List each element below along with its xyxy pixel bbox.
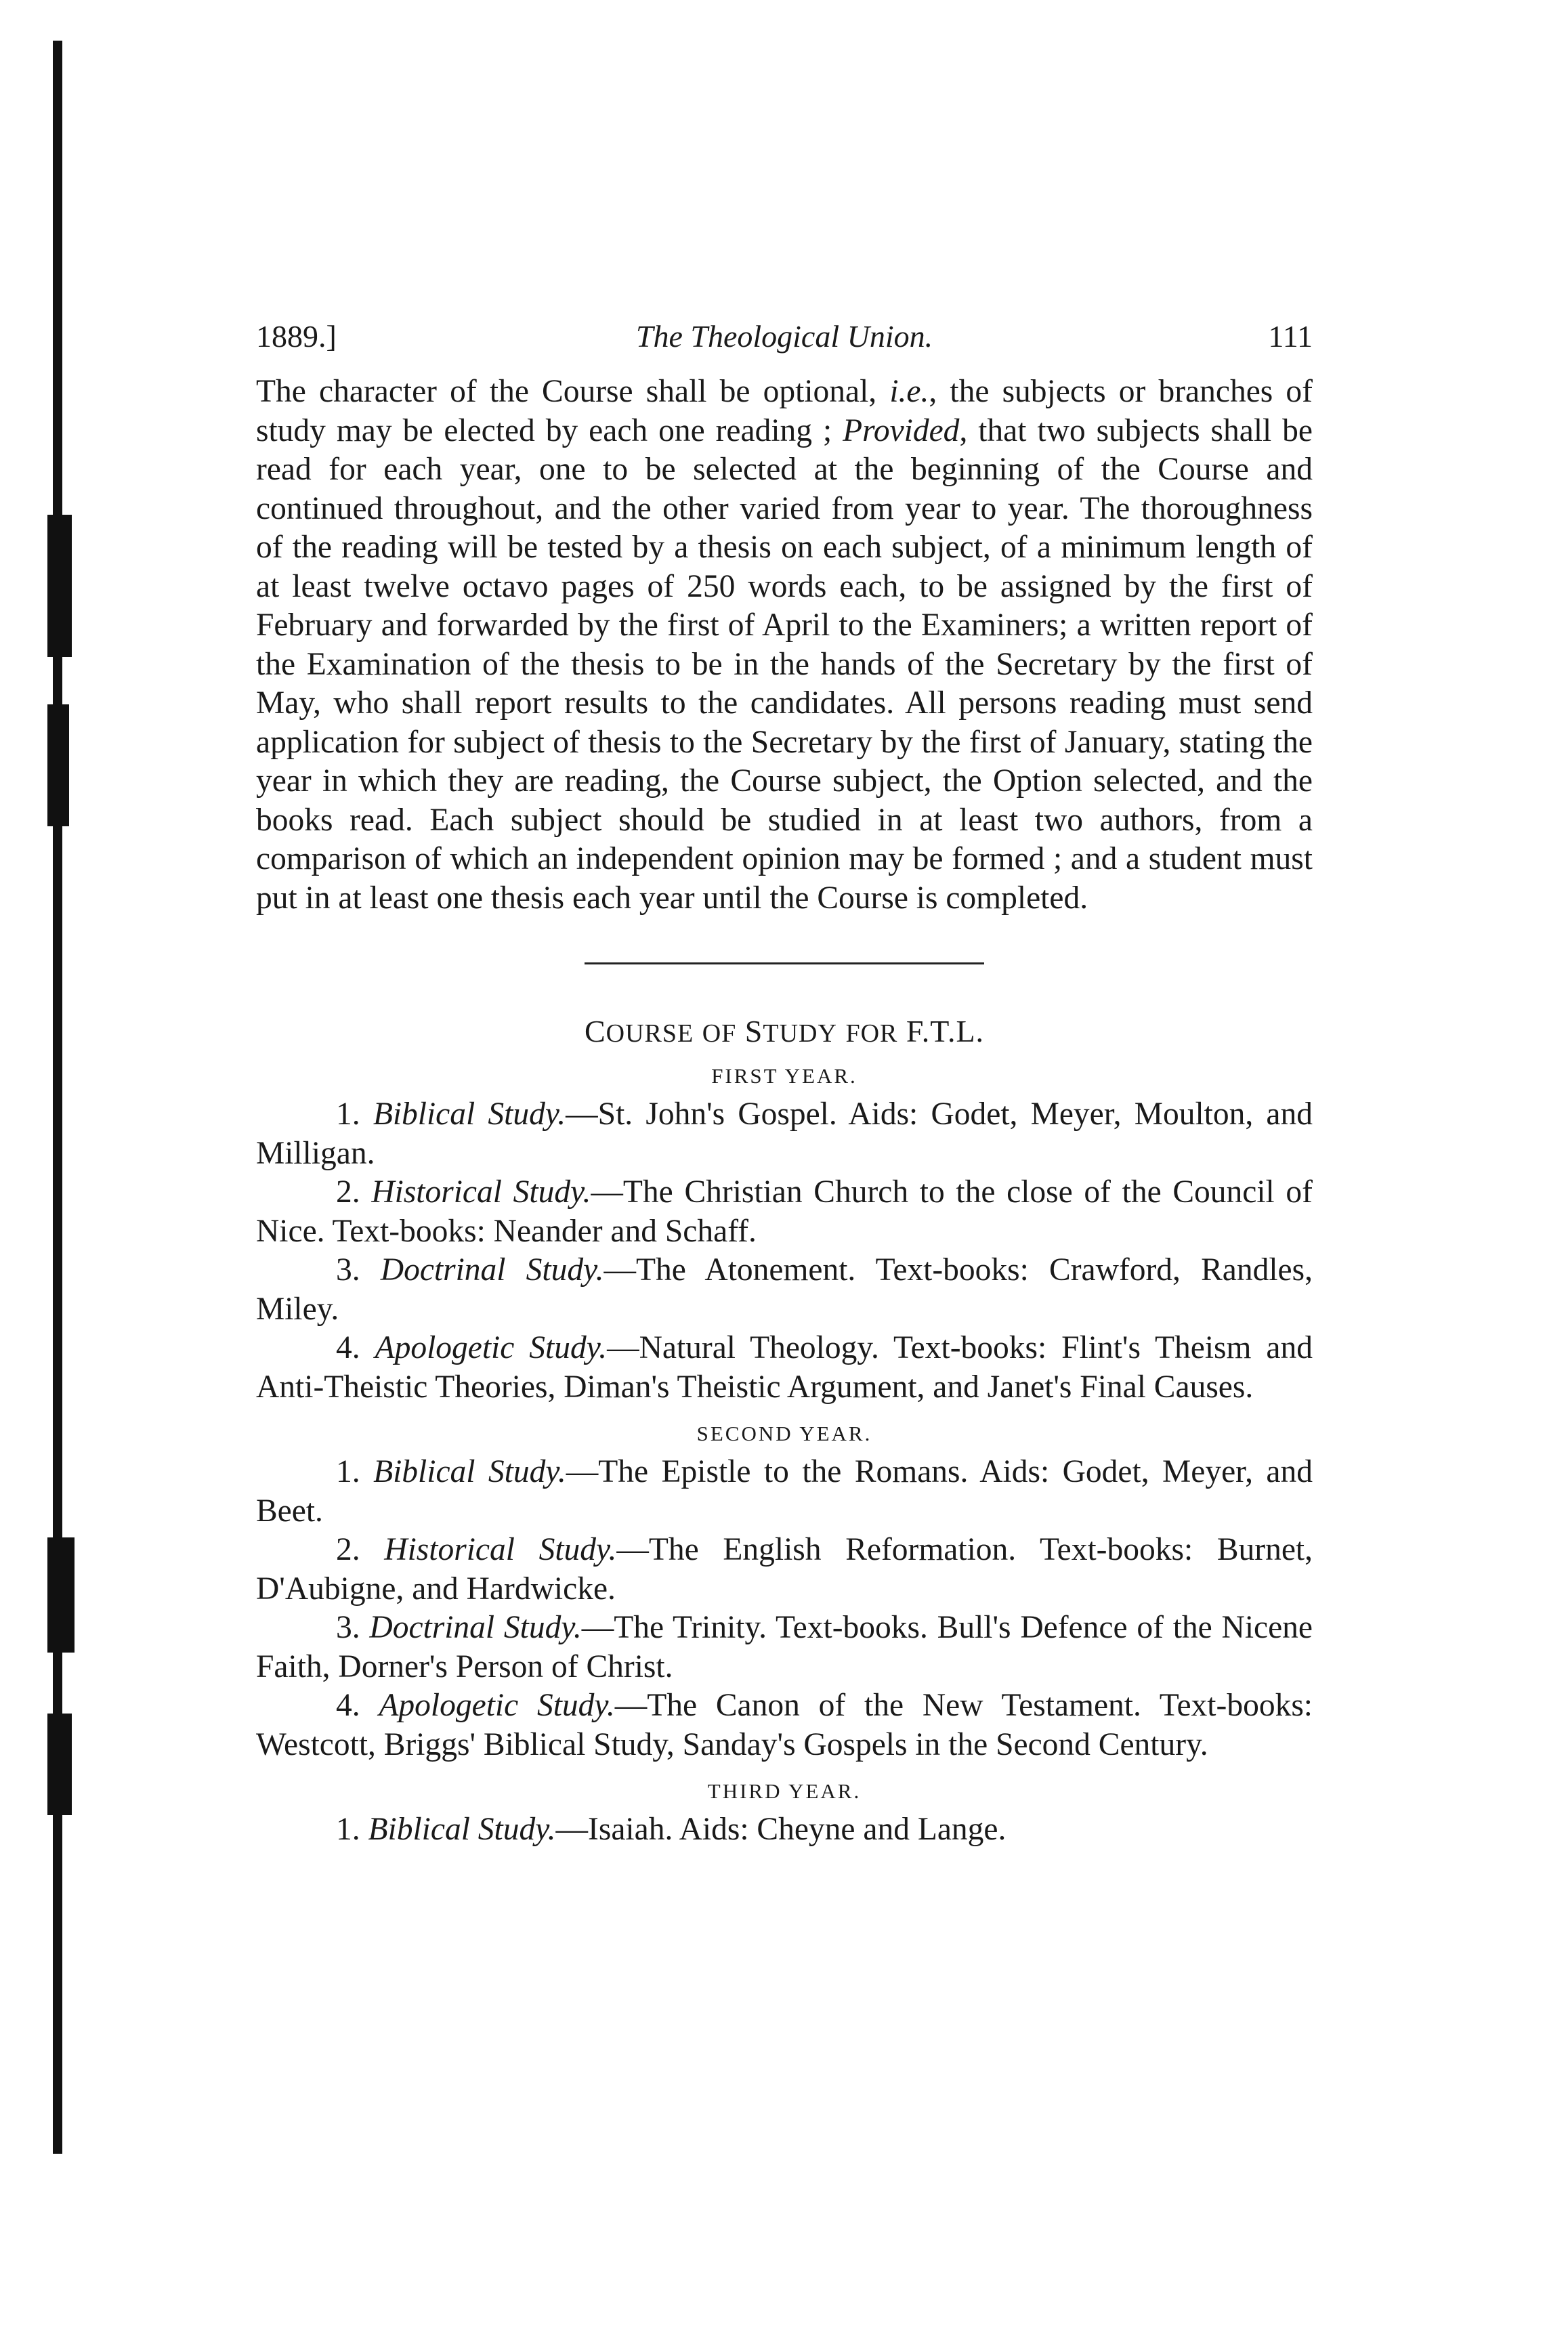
year-heading: SECOND YEAR. bbox=[696, 1422, 872, 1445]
binding-blot bbox=[47, 515, 72, 657]
binding-edge bbox=[53, 41, 62, 2154]
item-subject: Doctrinal Study. bbox=[380, 1252, 604, 1288]
item-text: —The Canon of the New Testament. Text-books: Westcott, Briggs' Biblical Study, Sanday's Gospels in the Second Century. bbox=[256, 1688, 1313, 1762]
item-text: —St. John's Gospel. Aids: Godet, Meyer, Moulton, and Milligan. bbox=[256, 1097, 1313, 1171]
year-heading: FIRST YEAR. bbox=[711, 1064, 857, 1088]
item-number: 4. bbox=[336, 1688, 360, 1723]
item-number: 3. bbox=[336, 1610, 360, 1645]
course-title bbox=[256, 1013, 1313, 1049]
binding-blot bbox=[47, 1537, 75, 1653]
study-item bbox=[256, 1329, 1313, 1407]
item-text: —The Epistle to the Romans. Aids: Godet, Meyer, and Beet. bbox=[256, 1454, 1313, 1529]
item-number: 4. bbox=[336, 1330, 360, 1365]
intro-ie: i.e. bbox=[889, 374, 929, 409]
study-item bbox=[256, 1453, 1313, 1531]
page-number: 111 bbox=[1268, 319, 1313, 354]
course-years bbox=[256, 1064, 1313, 1850]
intro-text: The character of the Course shall be optional, bbox=[256, 374, 890, 409]
course-title-part: S bbox=[744, 1014, 763, 1048]
study-item bbox=[256, 1531, 1313, 1609]
document-page bbox=[256, 318, 1313, 1850]
intro-text: , the subjects or branches of study may be elected by each one reading ; bbox=[256, 374, 1313, 448]
item-text: —The Christian Church to the close of the Council of Nice. Text-books: Neander and Schaff. bbox=[256, 1174, 1313, 1249]
item-text: —Isaiah. Aids: Cheyne and Lange. bbox=[555, 1812, 1007, 1847]
item-text: —The Atonement. Text-books: Crawford, Randles, Miley. bbox=[256, 1252, 1313, 1327]
study-item bbox=[256, 1173, 1313, 1251]
item-text: —The Trinity. Text-books. Bull's Defence of the Nicene Faith, Dorner's Person of Christ. bbox=[256, 1610, 1313, 1684]
header-year: 1889.] bbox=[256, 319, 337, 354]
item-number: 1. bbox=[336, 1812, 360, 1847]
item-number: 2. bbox=[336, 1174, 360, 1210]
binding-blot bbox=[47, 1714, 72, 1815]
item-subject: Apologetic Study. bbox=[379, 1688, 615, 1723]
item-number: 1. bbox=[336, 1097, 360, 1132]
study-item bbox=[256, 1686, 1313, 1764]
intro-text: , that two subjects shall be read for each year, one to be selected at the beginning of the Course and continued throughout, and the other varied from year to year. The thoroughness of the reading will be tested by a thesis on each subject, of a minimum length of at least twelve octavo pages of 250 words each, to be assigned by the first of February and forwarded by the first of April to the Examiners; a written report of the Examination of the thesis to be in the hands of the Secretary by the first of May, who shall report results to the candidates. All persons reading must send application for subject of thesis to the Secretary by the first of January, stating the year in which they are reading, the Course subject, the Option selected, and the books read. Each subject should be studied in at least two authors, from a comparison of which an independent opinion may be formed ; and a student must put in at least one thesis each year until the Course is completed. bbox=[256, 412, 1313, 916]
item-text: —Natural Theology. Text-books: Flint's Theism and Anti-Theistic Theories, Diman's Theistic Argument, and Janet's Final Causes. bbox=[256, 1330, 1313, 1405]
year-heading: THIRD YEAR. bbox=[707, 1779, 862, 1803]
item-number: 1. bbox=[336, 1454, 360, 1489]
course-title-part: OF bbox=[702, 1019, 737, 1048]
intro-provided: Provided bbox=[843, 412, 960, 448]
study-item bbox=[256, 1095, 1313, 1173]
section-divider bbox=[585, 962, 984, 964]
item-subject: Biblical Study. bbox=[373, 1097, 566, 1132]
course-title-part: OURSE bbox=[606, 1019, 694, 1048]
study-item bbox=[256, 1251, 1313, 1329]
study-item bbox=[256, 1609, 1313, 1686]
item-number: 2. bbox=[336, 1532, 360, 1567]
course-title-part: F.T.L. bbox=[906, 1014, 985, 1048]
intro-paragraph bbox=[256, 373, 1313, 918]
item-subject: Doctrinal Study. bbox=[369, 1610, 582, 1645]
binding-blot bbox=[47, 704, 69, 826]
course-title-part: FOR bbox=[845, 1019, 898, 1048]
item-text: —The English Reformation. Text-books: Burnet, D'Aubigne, and Hardwicke. bbox=[256, 1532, 1313, 1607]
running-head bbox=[256, 318, 1313, 373]
course-title-part: TUDY bbox=[763, 1019, 837, 1048]
item-subject: Apologetic Study. bbox=[375, 1330, 608, 1365]
study-item bbox=[256, 1810, 1313, 1850]
item-number: 3. bbox=[336, 1252, 360, 1288]
journal-title: The Theological Union. bbox=[635, 319, 933, 354]
item-subject: Biblical Study. bbox=[368, 1812, 556, 1847]
course-title-part: C bbox=[584, 1014, 606, 1048]
item-subject: Historical Study. bbox=[371, 1174, 591, 1210]
item-subject: Biblical Study. bbox=[373, 1454, 566, 1489]
item-subject: Historical Study. bbox=[384, 1532, 617, 1567]
